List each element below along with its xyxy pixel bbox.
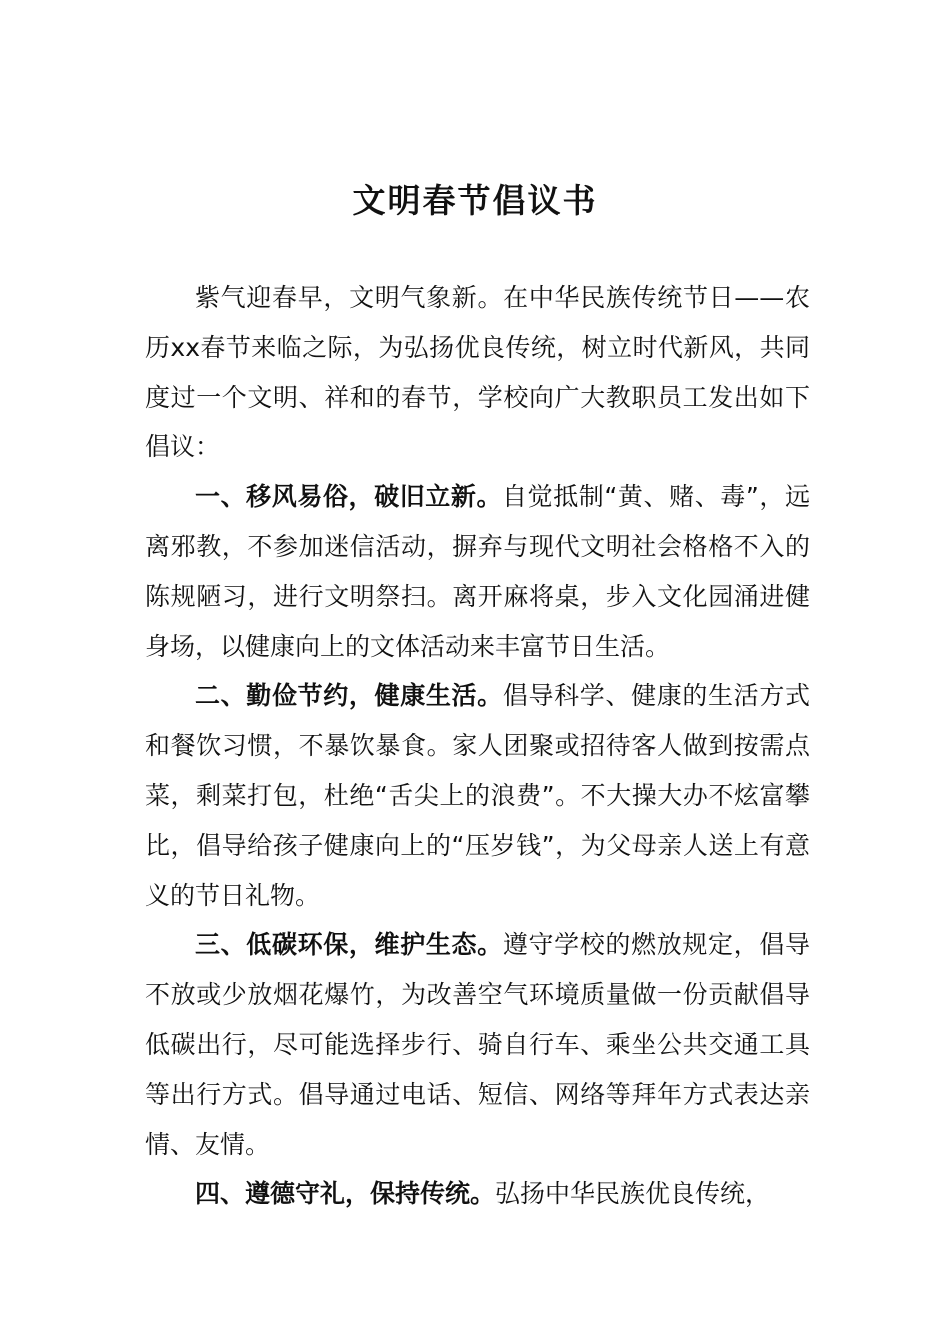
section-paragraph-1 <box>145 472 810 671</box>
section-heading-3: 三、低碳环保，维护生态。 <box>195 930 503 960</box>
section-paragraph-3 <box>145 920 810 1169</box>
section-text-2: 倡导科学、健康的生活方式和餐饮习惯，不暴饮暴食。家人团聚或招待客人做到按需点菜，剩菜打包，杜绝“舌尖上的浪费”。不大操大办不炫富攀比，倡导给孩子健康向上的“压岁钱”，为父母亲人送上有意义的节日礼物。 <box>145 681 810 910</box>
section-paragraph-2 <box>145 671 810 920</box>
section-text-4: 弘扬中华民族优良传统， <box>495 1179 771 1209</box>
document-title: 文明春节倡议书 <box>352 181 598 220</box>
section-heading-1: 一、移风易俗，破旧立新。 <box>195 482 503 512</box>
section-text-3: 遵守学校的燃放规定，倡导不放或少放烟花爆竹，为改善空气环境质量做一份贡献倡导低碳出行，尽可能选择步行、骑自行车、乘坐公共交通工具等出行方式。倡导通过电话、短信、网络等拜年方式表达亲情、友情。 <box>145 930 810 1159</box>
intro-paragraph: 紫气迎春早，文明气象新。在中华民族传统节日——农历xx春节来临之际，为弘扬优良传统，树立时代新风，共同度过一个文明、祥和的春节，学校向广大教职员工发出如下倡议： <box>145 283 810 462</box>
section-heading-4: 四、遵德守礼，保持传统。 <box>195 1179 496 1209</box>
document-body <box>145 273 810 1219</box>
section-text-1: 自觉抵制“黄、赌、毒”，远离邪教，不参加迷信活动，摒弃与现代文明社会格格不入的陈规陋习，进行文明祭扫。离开麻将桌，步入文化园涌进健身场，以健康向上的文体活动来丰富节日生活。 <box>145 482 810 661</box>
section-heading-2: 二、勤俭节约，健康生活。 <box>195 681 503 711</box>
section-paragraph-4 <box>145 1169 810 1219</box>
